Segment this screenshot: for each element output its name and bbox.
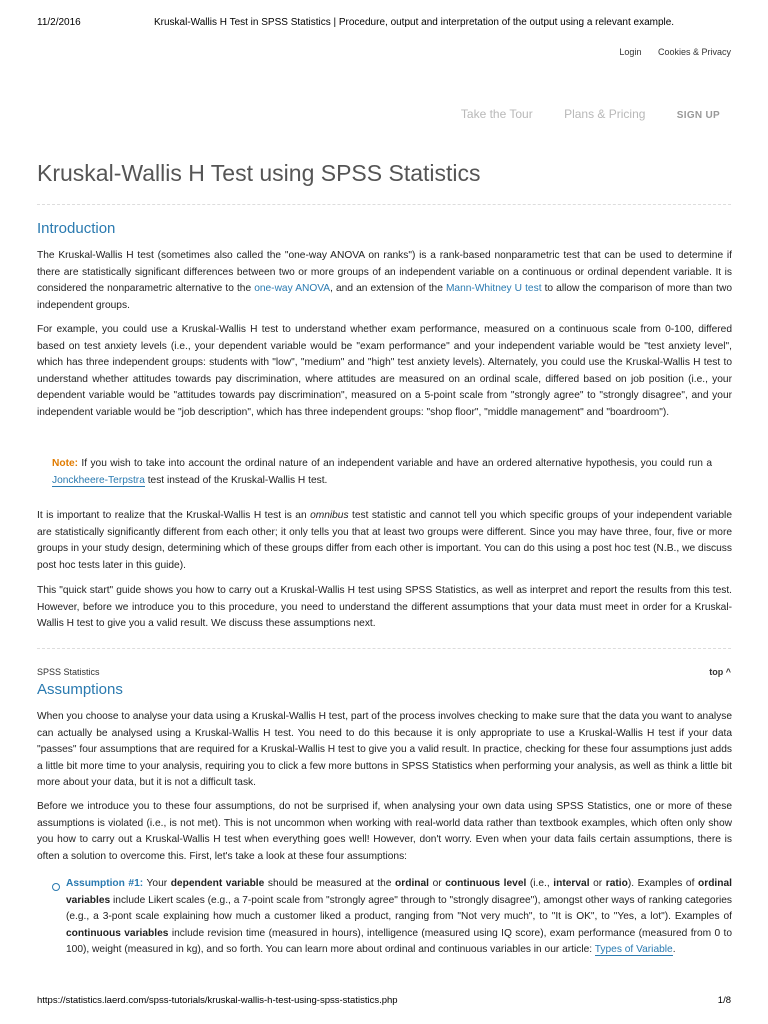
nav-take-the-tour[interactable]: Take the Tour: [460, 107, 533, 121]
note-text-b: test instead of the Kruskal-Wallis H test.: [144, 474, 328, 486]
note-box: [52, 456, 712, 489]
intro-paragraph-4: This "quick start" guide shows you how to carry out a Kruskal-Wallis H test using SPSS Statistics, as well as interpret and report the results from this test. However, before we introduce you to this procedure, you need to understand the different assumptions that your data must meet in order for a Kruskal-Wallis H test to give you a valid result. We discuss these assumptions next.: [37, 585, 732, 629]
intro-p1-text-c: to allow the comparison of more than two independent groups.: [37, 283, 732, 311]
intro-p1-text-a: The Kruskal-Wallis H test (sometimes also called the "one-way ANOVA on ranks") is a rank-based nonparametric test that can be used to determine if there are statistically significant differences between two or more groups of an independent variable on a continuous or ordinal dependent variable. It is considered the nonparametric alternative to the: [37, 250, 732, 294]
a1-text: include Likert scales (e.g., a 7-point scale from "strongly agree" through to "strongly disagree"), amongst other ways of ranking categories (e.g., a 3-pont scale explaining how much a customer liked a product, ranging from "Not very much", to "It is OK", to "Yes, a lot"). Examples of: [66, 894, 732, 922]
note-text-a: If you wish to take into account the ordinal nature of an independent variable and have an ordered alternative hypothesis, you could run a: [78, 458, 712, 469]
intro-paragraph-2: For example, you could use a Kruskal-Wallis H test to understand whether exam performance, measured on a continuous scale from 0-100, differed based on test anxiety levels (i.e., your dependent variable would be "exam performance" and your independent variable would be "test anxiety level", which has three independent groups: students with "low", "medium" and "high" test anxiety levels). Alternately, you could use the Kruskal-Wallis H test to understand whether attitudes towards pay discrimination, where attitudes are measured on an ordinal scale, differed based on job position (i.e., your dependent variable would be "attitudes towards pay discrimination", measured on a 5-point scale from "strongly agree" to "strongly disagree", and your independent variable would be "job description", which has three independent groups: "shop floor", "middle management" and "boardroom").: [37, 324, 732, 418]
a1-bold: dependent variable: [170, 878, 265, 889]
assumption-1-item: [66, 876, 732, 959]
intro-p3-text-b: test statistic and cannot tell you which specific groups of your independent variable are statistically significantly different from each other; it only tells you that at least two groups were different. Since you may have three, four, five or more groups in your study design, determining which of these groups differ from each other is important. You can do this using a post hoc test (N.B., we discuss post hoc tests later in this guide).: [37, 510, 732, 571]
print-footer: [37, 995, 731, 1006]
a1-bold: continuous variables: [66, 927, 169, 939]
assumption-1-label: Assumption #1:: [66, 878, 144, 889]
note-label: Note:: [52, 458, 79, 469]
back-to-top-link[interactable]: top ^: [709, 667, 731, 677]
spss-statistics-label: SPSS Statistics: [37, 667, 100, 677]
print-title: Kruskal-Wallis H Test in SPSS Statistics | Procedure, output and interpretation of the output using a relevant example.: [154, 17, 675, 28]
a1-bold: ordinal: [395, 878, 429, 889]
a1-text: ). Examples of: [627, 878, 698, 889]
intro-p3-text-a: It is important to realize that the Kruskal-Wallis H test is an: [37, 510, 311, 521]
one-way-anova-link[interactable]: one-way ANOVA: [254, 283, 331, 294]
a1-bold: ordinal variables: [66, 878, 732, 906]
introduction-heading: Introduction: [37, 220, 116, 237]
section-divider: [37, 648, 731, 649]
cookies-privacy-link[interactable]: Cookies & Privacy: [657, 47, 731, 57]
mann-whitney-link[interactable]: Mann-Whitney U test: [445, 283, 542, 294]
intro-p1-text-b: , and an extension of the: [330, 283, 446, 294]
page-number: 1/8: [717, 995, 731, 1006]
assumptions-heading: Assumptions: [37, 681, 123, 698]
assumptions-paragraph-2: Before we introduce you to these four assumptions, do not be surprised if, when analysing your own data using SPSS Statistics, one or more of these assumptions is violated (i.e., is not met). This is not uncommon when working with real-world data rather than textbook examples, which often only show you how to carry out a Kruskal-Wallis H test when everything goes well! However, don't worry. Even when your data fails certain assumptions, there is often a solution to overcome this. First, let's take a look at these four assumptions:: [37, 801, 732, 862]
bullet-circle-icon: [52, 883, 60, 891]
a1-bold: continuous level: [445, 878, 527, 889]
page-title: Kruskal-Wallis H Test using SPSS Statistics: [37, 160, 481, 186]
main-nav: [433, 107, 720, 121]
jonckheere-terpstra-link[interactable]: Jonckheere-Terpstra: [52, 474, 145, 486]
intro-paragraph-1: [37, 248, 732, 314]
title-divider: [37, 204, 731, 205]
page-url: https://statistics.laerd.com/spss-tutorials/kruskal-wallis-h-test-using-spss-statistics.php: [37, 995, 398, 1006]
intro-paragraph-3: [37, 508, 732, 574]
nav-sign-up[interactable]: SIGN UP: [676, 110, 720, 121]
a1-bold: ratio: [605, 878, 628, 889]
types-of-variable-link[interactable]: Types of Variable: [594, 944, 673, 955]
a1-text: or: [429, 878, 446, 889]
a1-bold: interval: [553, 878, 590, 889]
print-date: 11/2/2016: [37, 17, 81, 28]
assumptions-paragraph-1: When you choose to analyse your data using a Kruskal-Wallis H test, part of the process involves checking to make sure that the data you want to analyse can actually be analysed using a Kruskal-Wallis H test. You need to do this because it is only appropriate to use a Kruskal-Wallis H test if your data "passes" four assumptions that are required for a Kruskal-Wallis H test to give you a valid result. In practice, checking for these four assumptions just adds a little bit more time to your analysis, requiring you to click a few more buttons in SPSS Statistics when performing your analysis, as well as think a little bit more about your data, but it is not a difficult task.: [37, 711, 733, 788]
a1-text: include revision time (measured in hours), intelligence (measured using IQ score), exam performance (measured from 0 to 100), weight (measured in kg), and so forth. You can learn more about ordinal and continuous variables in our article:: [66, 927, 732, 955]
a1-text: .: [672, 944, 676, 955]
omnibus-emphasis: omnibus: [310, 510, 349, 521]
login-link[interactable]: Login: [619, 47, 642, 57]
top-links: [605, 47, 731, 57]
a1-text: Your: [143, 878, 171, 889]
a1-text: should be measured at the: [264, 878, 396, 889]
a1-text: or: [589, 878, 606, 889]
nav-plans-pricing[interactable]: Plans & Pricing: [564, 107, 646, 121]
a1-text: (i.e.,: [526, 878, 554, 889]
